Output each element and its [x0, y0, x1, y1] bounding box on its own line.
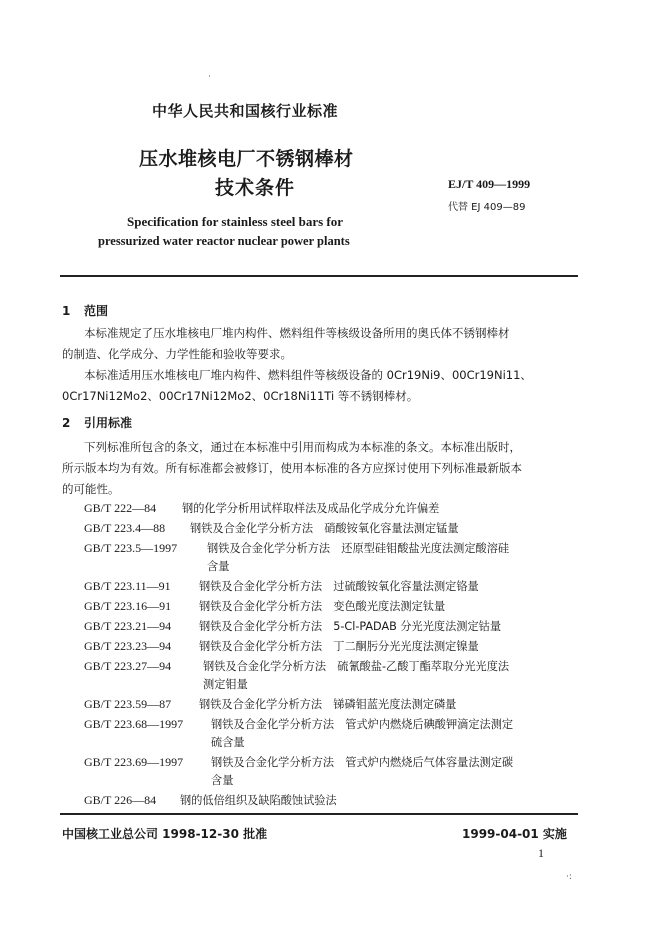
reference-item — [84, 500, 439, 516]
section-1-number: 1 — [62, 304, 71, 318]
english-title-line1: Specification for stainless steel bars for — [127, 214, 344, 229]
reference-id: GB/T 223.69—1997 — [84, 755, 184, 769]
scan-mark: ·: — [566, 872, 572, 882]
footer-divider — [60, 813, 578, 815]
reference-title: 钢铁及合金化学分析方法 5-Cl-PADAB 分光光度法测定钴量 — [199, 620, 502, 633]
reference-item — [84, 754, 513, 770]
reference-id: GB/T 223.23—94 — [84, 639, 172, 653]
section-1-para2-line2: 0Cr17Ni12Mo2、00Cr17Ni12Mo2、0Cr18Ni11Ti 等不锈钢棒材。 — [62, 389, 419, 403]
reference-title-continuation: 硫含量 — [211, 736, 245, 749]
approval-note: 中国核工业总公司 1998-12-30 批准 — [62, 827, 268, 841]
reference-item — [84, 540, 509, 556]
section-2-title: 引用标准 — [84, 416, 133, 430]
reference-id: GB/T 223.16—91 — [84, 599, 172, 613]
section-2-heading — [62, 414, 132, 431]
section-1-heading — [62, 302, 108, 319]
replaces-note: 代替 EJ 409—89 — [448, 202, 526, 213]
reference-title: 钢的低倍组织及缺陷酸蚀试验法 — [180, 794, 337, 807]
reference-id: GB/T 223.27—94 — [84, 659, 172, 673]
reference-item — [84, 792, 337, 808]
reference-item — [84, 716, 513, 732]
header-divider — [60, 275, 578, 277]
reference-item — [84, 696, 456, 712]
reference-item — [84, 618, 501, 634]
reference-item — [84, 638, 479, 654]
reference-item — [84, 520, 459, 536]
scan-dot: · — [208, 72, 211, 82]
reference-item — [84, 658, 509, 674]
reference-title: 钢铁及合金化学分析方法 丁二酮肟分光光度法测定镍量 — [199, 640, 479, 653]
reference-title: 钢铁及合金化学分析方法 硫氰酸盐-乙酸丁酯萃取分光光度法 — [203, 660, 510, 673]
implementation-date: 1999-04-01 实施 — [462, 827, 567, 841]
reference-id: GB/T 222—84 — [84, 501, 157, 515]
section-2-intro-line2: 所示版本均为有效。所有标准都会被修订，使用本标准的各方应探讨使用下列标准最新版本 — [62, 461, 522, 475]
document-title-line2: 技术条件 — [215, 177, 296, 199]
reference-title: 钢铁及合金化学分析方法 还原型硅钼酸盐光度法测定酸溶硅 — [207, 542, 510, 555]
reference-title-continuation: 测定钼量 — [203, 678, 248, 691]
reference-title: 钢的化学分析用试样取样法及成品化学成分允许偏差 — [182, 502, 440, 515]
reference-title: 钢铁及合金化学分析方法 锑磷钼蓝光度法测定磷量 — [199, 698, 457, 711]
page-number: 1 — [538, 846, 544, 860]
section-1-para1-line2: 的制造、化学成分、力学性能和验收等要求。 — [62, 347, 292, 361]
reference-title: 钢铁及合金化学分析方法 管式炉内燃烧后碘酸钾滴定法测定 — [211, 718, 514, 731]
reference-title: 钢铁及合金化学分析方法 变色酸光度法测定钛量 — [199, 600, 446, 613]
reference-item — [84, 598, 445, 614]
reference-id: GB/T 223.68—1997 — [84, 717, 184, 731]
section-2-intro-line3: 的可能性。 — [62, 482, 120, 496]
reference-title: 钢铁及合金化学分析方法 过硫酸铵氧化容量法测定铬量 — [199, 580, 479, 593]
reference-title-continuation: 含量 — [207, 560, 230, 573]
standard-class: 中华人民共和国核行业标准 — [152, 102, 339, 120]
reference-id: GB/T 223.21—94 — [84, 619, 172, 633]
reference-id: GB/T 223.11—91 — [84, 579, 171, 593]
reference-id: GB/T 223.4—88 — [84, 521, 166, 535]
document-title-line1: 压水堆核电厂不锈钢棒材 — [139, 148, 354, 170]
section-1-title: 范围 — [84, 304, 109, 318]
section-1-para2-line1: 本标准适用压水堆核电厂堆内构件、燃料组件等核级设备的 0Cr19Ni9、00Cr19Ni11、 — [84, 368, 532, 382]
reference-title: 钢铁及合金化学分析方法 硝酸铵氧化容量法测定锰量 — [190, 522, 459, 535]
reference-id: GB/T 223.59—87 — [84, 697, 172, 711]
section-2-number: 2 — [62, 416, 71, 430]
standard-code: EJ/T 409—1999 — [448, 177, 531, 191]
english-title-line2: pressurized water reactor nuclear power plants — [98, 234, 350, 248]
section-1-para1-line1: 本标准规定了压水堆核电厂堆内构件、燃料组件等核级设备所用的奥氏体不锈钢棒材 — [84, 326, 510, 340]
reference-id: GB/T 223.5—1997 — [84, 541, 178, 555]
reference-title-continuation: 含量 — [211, 774, 234, 787]
reference-item — [84, 578, 479, 594]
section-2-intro-line1: 下列标准所包含的条文，通过在本标准中引用而构成为本标准的条文。本标准出版时， — [84, 440, 521, 454]
reference-title: 钢铁及合金化学分析方法 管式炉内燃烧后气体容量法测定碳 — [211, 756, 514, 769]
reference-id: GB/T 226—84 — [84, 793, 157, 807]
